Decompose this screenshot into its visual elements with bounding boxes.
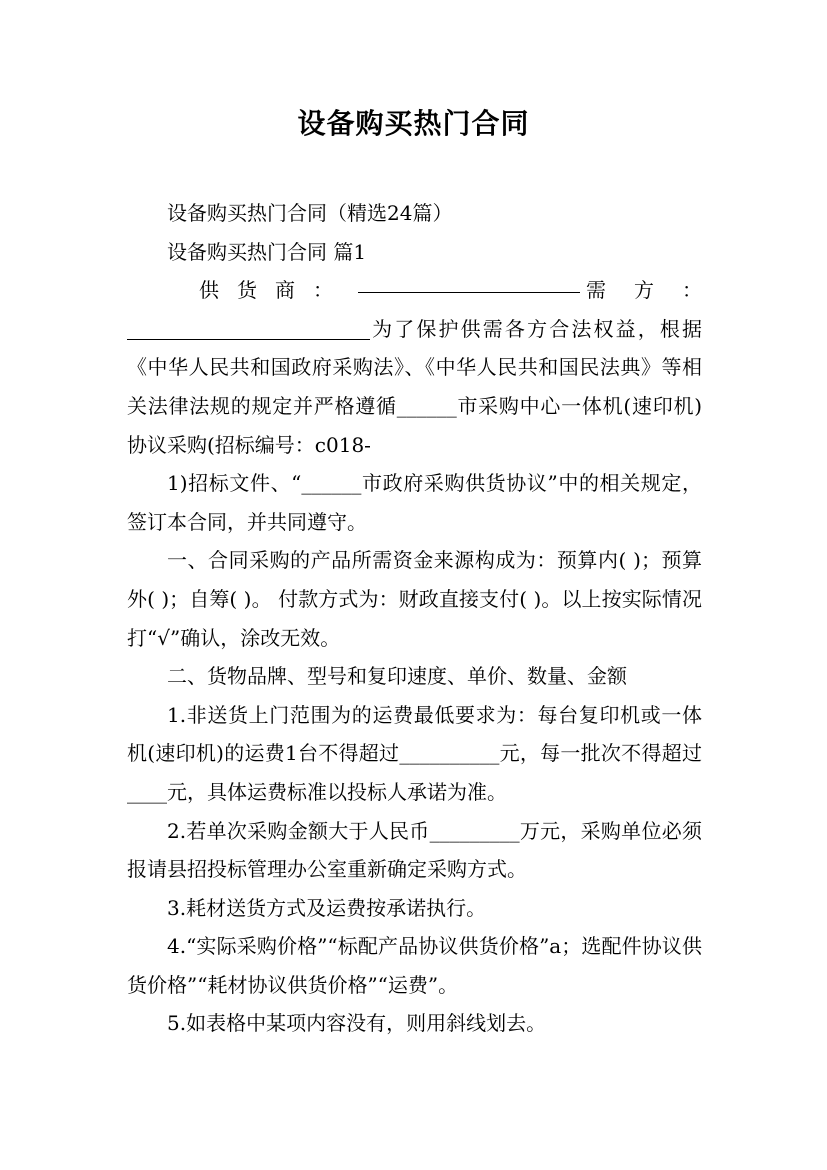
paragraph-intro [127,310,702,464]
document-title: 设备购买热门合同 [297,107,530,140]
paragraph-table-note: 5.如表格中某项内容没有，则用斜线划去。 [167,1011,547,1036]
paragraph-intro-text: 为了保护供需各方合法权益，根据《中华人民共和国政府采购法》、《中华人民共和国民法典》等相关法律法规的规定并严格遵循______市采购中心一体机(速印机)协议采购(招标编号：c018- [127,316,702,457]
paragraph-amount: 2.若单次采购金额大于人民币_________万元，采购单位必须报请县招投标管理办公室重新确定采购方式。 [127,818,702,882]
document-body [127,194,730,1043]
paragraph-2: 1)招标文件、“______市政府采购供货协议”中的相关规定，签订本合同，并共同遵守。 [127,471,702,534]
paragraph-consumables: 3.耗材送货方式及运费按承诺执行。 [167,895,487,920]
document-subtitle: 设备购买热门合同（精选24篇） [167,201,453,225]
paragraph-freight: 1.非送货上门范围为的运费最低要求为：每台复印机或一体机(速印机)的运费1台不得超过__________元，每一批次不得超过____元，具体运费标准以投标人承诺为准。 [127,702,702,804]
supplier-label: 供货商： [199,278,351,303]
supplier-blank [358,271,580,293]
paragraph-goods: 二、货物品牌、型号和复印速度、单价、数量、金额 [167,664,627,689]
buyer-blank [127,318,370,340]
buyer-label: 需方： [586,278,730,303]
section-heading: 设备购买热门合同 篇1 [167,239,367,264]
paragraph-funding: 一、合同采购的产品所需资金来源构成为：预算内( )；预算外( )；自筹( )。 付款方式为：财政直接支付( )。以上按实际情况打“√”确认，涂改无效。 [127,548,702,650]
supplier-line [127,271,730,310]
paragraph-prices: 4.“实际采购价格”“标配产品协议供货价格”a；选配件协议供货价格”“耗材协议供货价格”“运费”。 [127,934,702,997]
